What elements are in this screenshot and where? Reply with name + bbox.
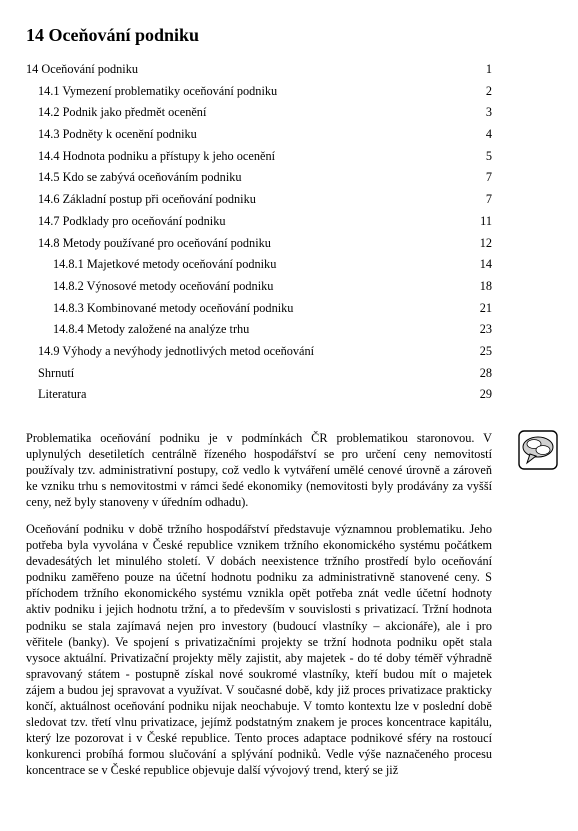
- toc-entry-label: 14 Oceňování podniku: [26, 62, 139, 76]
- toc-entry-page: 1: [485, 62, 492, 76]
- body-paragraph-2: Oceňování podniku v době tržního hospodářství představuje významnou problematiku. Jeho potřeba byla vyvolána v České republice vznikem tržního ekonomického systému počátkem devadesátých let minulého století. V dobách neexistence tržního prostředí bylo oceňování podniku zaměřeno pouze na účetní hodnotu podniku za administrativně stanovené ceny. S příchodem tržního ekonomického systému vznikla opět potřeba znát vedle účetní hodnoty aktiv podniku i jejich hodnotu tržní, a to především v souvislosti s privatizací. Tržní hodnota podniku se stala zajímavá nejen pro investory (budoucí vlastníky – akcionáře), ale i pro věřitele (banky). Ve spojení s privatizačními projekty se tržní hodnota podniku opět stala vysoce aktuální. Privatizační projekty měly zajistit, aby majetek - do té doby téměř výhradně spravovaný státem - postupně získal nové soukromé vlastníky, kteří budou mít o majetek zájem a budou jej spravovat a využívat. V současné době, kdy již proces privatizace prakticky končí, aktuálnost oceňování podniku nijak neochabuje. V tomto kontextu lze v poslední době sledovat tzv. třetí vlnu privatizace, jejímž podstatným znakem je proces koncentrace kapitálu, který lze pozorovat i v České republice. Tento proces adaptace podnikové sféry na rostoucí konkurenci probíhá formou slučování a splývání podniků. Vedle výše naznačeného procesu koncentrace se v České republice objevuje další vývojový trend, který se již: [26, 522, 492, 778]
- toc-entry: [0, 60, 578, 82]
- toc-entry-page: 18: [479, 278, 492, 293]
- toc-entry: [0, 342, 578, 364]
- body-paragraph-1: Problematika oceňování podniku je v podmínkách ČR problematikou staronovou. V uplynulých desetiletích centrálně řízeného hospodářství se pro určení ceny nemovitostí používaly tzv. administrativní postupy, což vedlo k vytváření umělé cenové úrovně a zároveň ke vzniku trhu s nemovitostmi v rámci šedé ekonomiky (nemovitosti byly prodávány za vyšší ceny, než byly stanoveny v úředním odhadu).: [26, 431, 492, 510]
- toc-entry-label: 14.6 Základní postup při oceňování podniku: [38, 192, 256, 207]
- toc-entry: [0, 103, 578, 125]
- toc-entry: [0, 320, 578, 342]
- toc-entry: [0, 212, 578, 234]
- toc-entry-label: Shrnutí: [38, 365, 75, 380]
- table-of-contents: [0, 60, 578, 407]
- toc-entry: [0, 364, 578, 386]
- toc-entry-label: 14.8.3 Kombinované metody oceňování podniku: [53, 300, 294, 315]
- toc-entry-label: 14.8.2 Výnosové metody oceňování podniku: [53, 278, 274, 293]
- toc-entry-page: 28: [479, 365, 492, 380]
- toc-entry-label: 14.1 Vymezení problematiky oceňování podniku: [38, 83, 278, 98]
- toc-entry-page: 11: [480, 213, 492, 228]
- toc-entry-page: 4: [485, 127, 492, 142]
- toc-entry: [0, 277, 578, 299]
- toc-entry: [0, 168, 578, 190]
- toc-entry: [0, 82, 578, 104]
- toc-entry: [0, 299, 578, 321]
- toc-entry: [0, 125, 578, 147]
- toc-entry-label: 14.8.1 Majetkové metody oceňování podniku: [53, 257, 277, 272]
- toc-entry-page: 21: [479, 300, 492, 315]
- toc-entry-page: 2: [485, 83, 492, 98]
- toc-entry: [0, 190, 578, 212]
- toc-entry-label: 14.5 Kdo se zabývá oceňováním podniku: [38, 170, 242, 185]
- speech-bubble-icon: [518, 430, 558, 470]
- toc-entry-label: 14.8 Metody používané pro oceňování podniku: [38, 235, 271, 250]
- toc-entry-page: 29: [479, 387, 492, 402]
- toc-entry-label: Literatura: [38, 387, 87, 402]
- toc-entry: [0, 385, 578, 407]
- chapter-title: 14 Oceňování podniku: [26, 25, 200, 45]
- toc-entry-label: 14.2 Podnik jako předmět ocenění: [38, 105, 207, 120]
- toc-entry-page: 12: [479, 235, 492, 250]
- toc-entry-label: 14.8.4 Metody založené na analýze trhu: [53, 322, 250, 337]
- toc-entry-label: 14.9 Výhody a nevýhody jednotlivých metod oceňování: [38, 343, 315, 358]
- toc-entry: [0, 234, 578, 256]
- toc-entry-page: 23: [479, 322, 492, 337]
- toc-entry: [0, 147, 578, 169]
- toc-entry-page: 5: [485, 148, 492, 163]
- toc-entry-page: 7: [485, 192, 492, 207]
- toc-entry-label: 14.3 Podněty k ocenění podniku: [38, 127, 197, 142]
- toc-entry-label: 14.4 Hodnota podniku a přístupy k jeho ocenění: [38, 148, 276, 163]
- toc-entry-page: 3: [485, 105, 492, 120]
- toc-entry: [0, 255, 578, 277]
- toc-entry-page: 7: [485, 170, 492, 185]
- toc-entry-page: 14: [479, 257, 492, 272]
- toc-entry-page: 25: [479, 343, 492, 358]
- toc-entry-label: 14.7 Podklady pro oceňování podniku: [38, 213, 226, 228]
